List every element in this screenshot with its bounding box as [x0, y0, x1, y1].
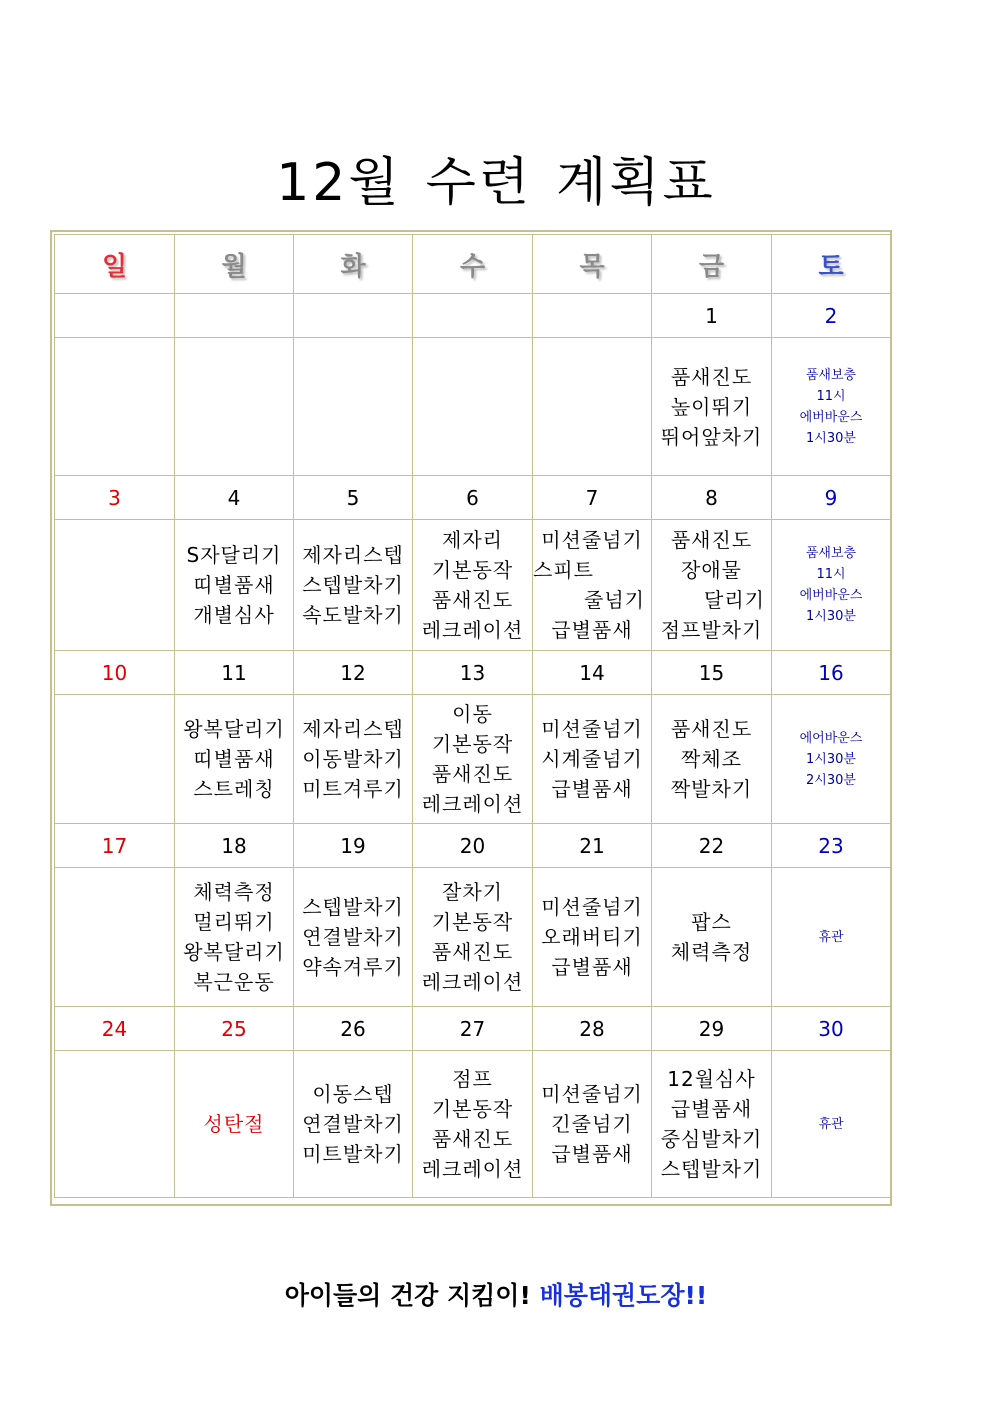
activity-line: 레크레이션 [421, 1157, 524, 1181]
activity-line: 체력측정 [670, 940, 753, 964]
date-cell-sat: 30 [772, 1007, 891, 1051]
date-cell-tue [294, 294, 413, 338]
activity-line: 띠별품새 [193, 747, 275, 771]
activity-cell-tue [294, 868, 413, 1007]
activity-line: 기본동작 [431, 732, 514, 756]
activity-line: 11시 [816, 567, 846, 582]
activity-line: 긴줄넘기 [551, 1112, 633, 1136]
date-cell-wed: 27 [413, 1007, 533, 1051]
activity-line: 성탄절 [203, 1112, 265, 1136]
activity-cell-sat [772, 1051, 891, 1198]
activity-cell-fri [652, 695, 772, 824]
activity-line: 시계줄넘기 [541, 747, 643, 771]
activity-cell-mon [175, 695, 294, 824]
activity-line: 기본동작 [431, 558, 514, 582]
activity-cell-wed [413, 868, 533, 1007]
activity-line: 스피트 [533, 558, 594, 582]
activity-line: 2시30분 [806, 772, 856, 788]
date-cell-tue: 12 [294, 651, 413, 695]
activity-line: 품새보충 [805, 546, 857, 561]
activity-cell-mon [175, 1051, 294, 1198]
slogan-dojang-name: 배봉태권도장!! [539, 1281, 708, 1310]
activity-line: 연결발차기 [302, 925, 404, 949]
activity-cell-sat [772, 520, 891, 651]
date-cell-fri: 15 [652, 651, 772, 695]
calendar-frame [50, 230, 892, 1206]
activity-line: 급별품새 [551, 955, 633, 979]
activity-line: 품새진도 [670, 717, 753, 741]
date-cell-wed: 13 [413, 651, 533, 695]
activity-line: 품새진도 [670, 528, 753, 552]
activity-line: 점프발차기 [660, 618, 763, 642]
activity-line: S자달리기 [186, 543, 282, 567]
activity-cell-sat [772, 868, 891, 1007]
activity-line: 복근운동 [193, 970, 275, 994]
date-cell-thu: 21 [533, 824, 652, 868]
activity-line: 미션줄넘기 [541, 895, 643, 919]
activity-line: 이동 [452, 702, 493, 726]
activity-line: 미트발차기 [302, 1142, 404, 1166]
slogan [0, 1276, 992, 1316]
date-cell-sat: 9 [772, 476, 891, 520]
date-cell-fri: 22 [652, 824, 772, 868]
calendar-table [54, 234, 891, 1198]
activity-row [55, 520, 891, 651]
activity-cell-thu [533, 695, 652, 824]
activity-cell-tue [294, 695, 413, 824]
activity-line: 레크레이션 [421, 970, 524, 994]
activity-cell-sun [55, 695, 175, 824]
activity-cell-fri [652, 1051, 772, 1198]
activity-line: 중심발차기 [660, 1127, 763, 1151]
weekday-header-row [55, 235, 891, 294]
date-cell-fri: 1 [652, 294, 772, 338]
date-cell-thu: 14 [533, 651, 652, 695]
activity-cell-thu [533, 520, 652, 651]
activity-cell-sat [772, 695, 891, 824]
activity-line: 짝체조 [681, 747, 742, 771]
date-row [55, 476, 891, 520]
activity-row [55, 695, 891, 824]
activity-line: 품새진도 [431, 588, 514, 612]
activity-row [55, 338, 891, 476]
weekday-wednesday: 수 [413, 235, 533, 294]
activity-cell-tue [294, 520, 413, 651]
activity-cell-wed [413, 520, 533, 651]
date-cell-sat: 23 [772, 824, 891, 868]
activity-line: 이동발차기 [302, 747, 404, 771]
date-cell-sun: 24 [55, 1007, 175, 1051]
activity-line: 품새보충 [805, 367, 857, 383]
date-cell-wed [413, 294, 533, 338]
date-cell-tue: 26 [294, 1007, 413, 1051]
activity-line: 제자리 [442, 528, 503, 552]
weekday-thursday: 목 [533, 235, 652, 294]
activity-line: 팝스 [691, 910, 732, 934]
date-cell-mon: 25 [175, 1007, 294, 1051]
activity-line: 제자리스텝 [302, 717, 404, 741]
date-cell-thu [533, 294, 652, 338]
activity-cell-thu [533, 1051, 652, 1198]
activity-cell-wed [413, 338, 533, 476]
date-cell-sat: 16 [772, 651, 891, 695]
date-cell-mon: 11 [175, 651, 294, 695]
activity-cell-thu [533, 868, 652, 1007]
activity-line: 점프 [452, 1067, 493, 1091]
activity-cell-fri [652, 338, 772, 476]
activity-cell-mon [175, 520, 294, 651]
activity-line: 기본동작 [431, 910, 514, 934]
weekday-monday: 월 [175, 235, 294, 294]
activity-cell-sun [55, 868, 175, 1007]
activity-line: 제자리스텝 [302, 543, 404, 567]
activity-line: 개별심사 [193, 603, 275, 627]
activity-line: 왕복달리기 [183, 940, 285, 964]
activity-line: 휴관 [818, 1116, 844, 1132]
activity-row [55, 1051, 891, 1198]
activity-cell-wed [413, 695, 533, 824]
title-word-plan: 계획표 [556, 153, 716, 213]
date-row [55, 651, 891, 695]
slogan-text: 아이들의 건강 지킴이! [284, 1281, 531, 1310]
activity-line: 에어바운스 [799, 730, 863, 746]
activity-cell-sat [772, 338, 891, 476]
activity-line: 높이뛰기 [670, 394, 753, 419]
activity-cell-thu [533, 338, 652, 476]
page-title [0, 150, 992, 216]
date-cell-mon [175, 294, 294, 338]
weekday-friday: 금 [652, 235, 772, 294]
activity-line: 연결발차기 [302, 1112, 404, 1136]
activity-line: 잘차기 [442, 880, 503, 904]
activity-cell-fri [652, 868, 772, 1007]
activity-line: 1시30분 [806, 751, 856, 767]
date-cell-sun: 17 [55, 824, 175, 868]
activity-line: 1시30분 [806, 609, 856, 624]
date-cell-sun: 10 [55, 651, 175, 695]
activity-line: 미션줄넘기 [541, 528, 643, 552]
activity-line: 급별품새 [670, 1097, 753, 1121]
date-row [55, 824, 891, 868]
activity-line: 12월심사 [667, 1067, 756, 1091]
activity-line: 11시 [816, 388, 846, 404]
activity-cell-mon [175, 338, 294, 476]
date-cell-sun [55, 294, 175, 338]
activity-line: 기본동작 [431, 1097, 514, 1121]
activity-line: 급별품새 [551, 1142, 633, 1166]
activity-line: 오래버티기 [541, 925, 643, 949]
activity-cell-tue [294, 338, 413, 476]
activity-line: 미션줄넘기 [541, 717, 643, 741]
date-cell-mon: 4 [175, 476, 294, 520]
date-cell-mon: 18 [175, 824, 294, 868]
activity-line: 체력측정 [193, 880, 275, 904]
activity-line: 속도발차기 [302, 603, 404, 627]
activity-line: 품새진도 [431, 940, 514, 964]
activity-cell-sun [55, 1051, 175, 1198]
activity-line: 레크레이션 [421, 792, 524, 816]
date-cell-fri: 29 [652, 1007, 772, 1051]
date-cell-tue: 19 [294, 824, 413, 868]
date-cell-fri: 8 [652, 476, 772, 520]
date-row [55, 294, 891, 338]
activity-cell-tue [294, 1051, 413, 1198]
date-row [55, 1007, 891, 1051]
activity-row [55, 868, 891, 1007]
activity-line: 품새진도 [670, 364, 753, 389]
date-cell-wed: 6 [413, 476, 533, 520]
activity-line: 에버바운스 [799, 409, 863, 425]
activity-line: 급별품새 [551, 777, 633, 801]
activity-line: 에버바운스 [799, 588, 863, 603]
activity-line: 띠별품새 [193, 573, 275, 597]
activity-cell-mon [175, 868, 294, 1007]
activity-line: 급별품새 [551, 618, 633, 642]
date-cell-wed: 20 [413, 824, 533, 868]
date-cell-thu: 7 [533, 476, 652, 520]
activity-line: 줄넘기 [584, 588, 645, 612]
activity-cell-wed [413, 1051, 533, 1198]
date-cell-sun: 3 [55, 476, 175, 520]
activity-line: 짝발차기 [670, 777, 753, 801]
activity-line: 장애물 [681, 558, 742, 582]
activity-line: 휴관 [818, 929, 844, 945]
activity-line: 달리기 [704, 588, 765, 612]
weekday-tuesday: 화 [294, 235, 413, 294]
date-cell-thu: 28 [533, 1007, 652, 1051]
activity-line: 품새진도 [431, 762, 514, 786]
activity-line: 미트겨루기 [302, 777, 404, 801]
activity-line: 멀리뛰기 [193, 910, 275, 934]
activity-line: 이동스텝 [312, 1082, 394, 1106]
weekday-saturday: 토 [772, 235, 891, 294]
activity-cell-sun [55, 338, 175, 476]
activity-line: 스텝발차기 [302, 573, 404, 597]
activity-line: 약속겨루기 [302, 955, 404, 979]
date-cell-sat: 2 [772, 294, 891, 338]
activity-line: 품새진도 [431, 1127, 514, 1151]
date-cell-tue: 5 [294, 476, 413, 520]
activity-line: 뛰어앞차기 [660, 424, 763, 449]
activity-line: 스텝발차기 [302, 895, 404, 919]
activity-line: 미션줄넘기 [541, 1082, 643, 1106]
activity-cell-fri [652, 520, 772, 651]
weekday-sunday: 일 [55, 235, 175, 294]
activity-line: 스트레칭 [193, 777, 275, 801]
activity-line: 레크레이션 [421, 618, 524, 642]
title-word-training: 수련 [425, 153, 533, 213]
activity-cell-sun [55, 520, 175, 651]
activity-line: 왕복달리기 [183, 717, 285, 741]
activity-line: 1시30분 [806, 430, 856, 446]
title-word-month: 12월 [276, 153, 402, 213]
activity-line: 스텝발차기 [660, 1157, 763, 1181]
